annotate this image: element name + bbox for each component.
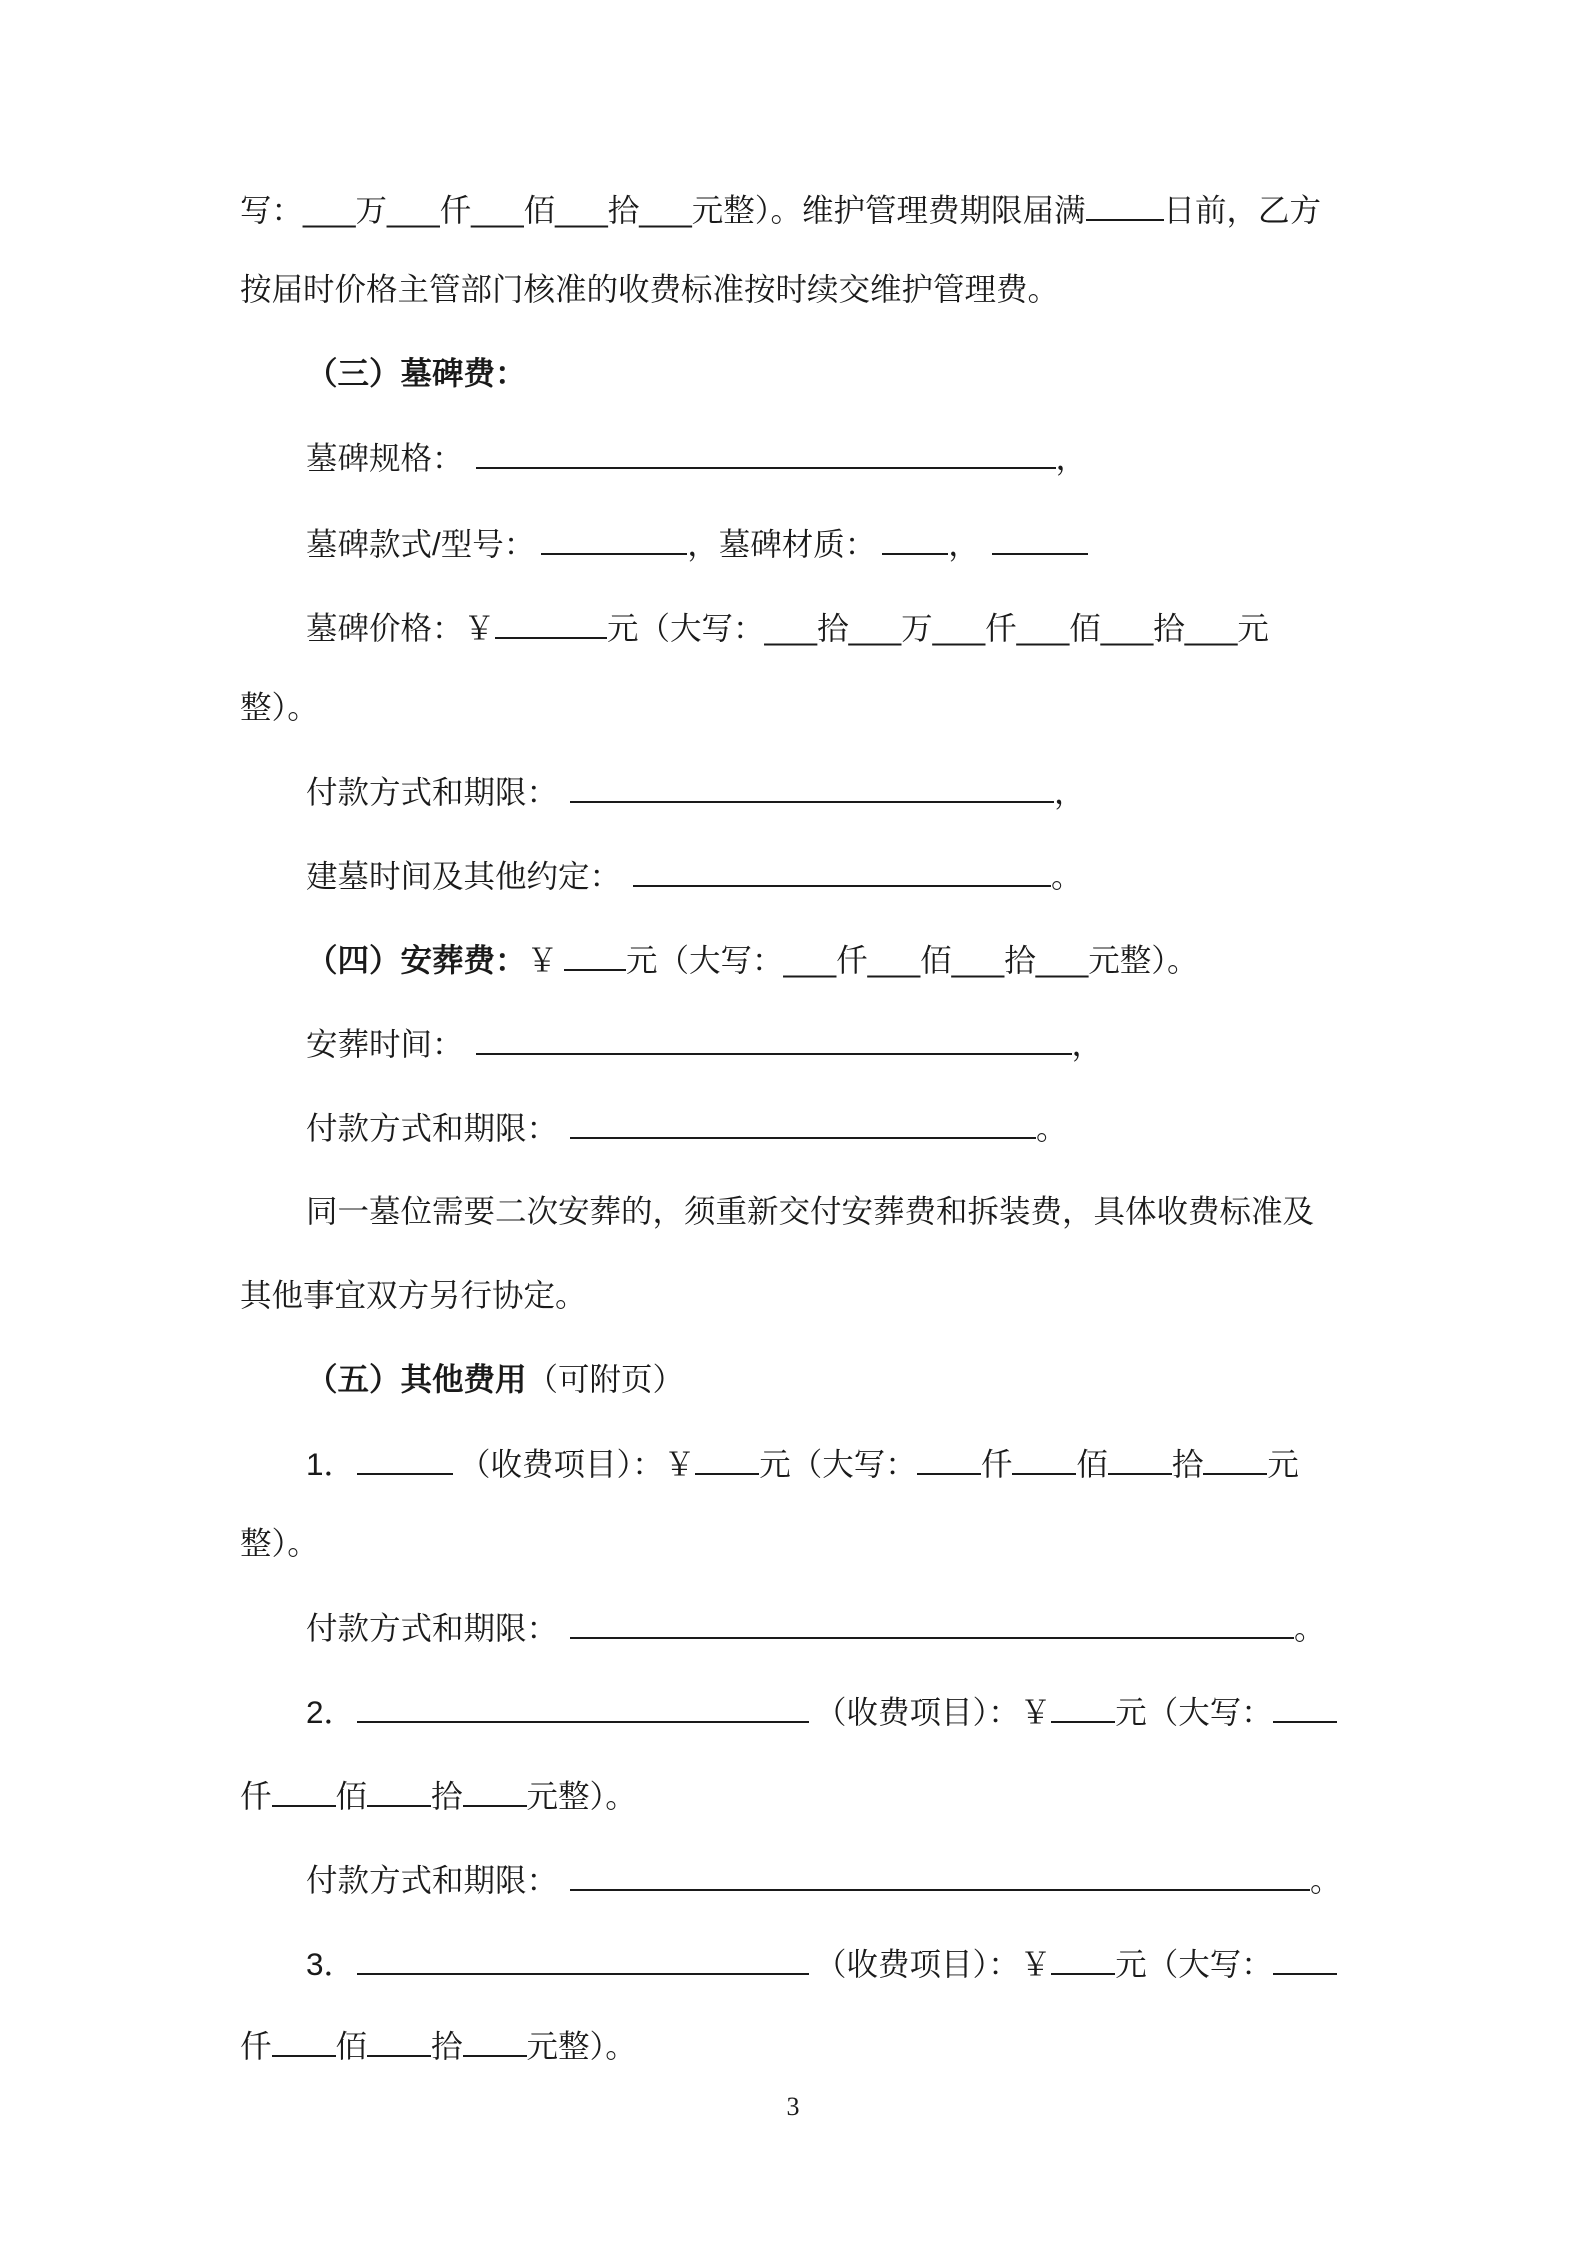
line-burial-time: 安葬时间： ，	[306, 1020, 1103, 1067]
heading-3: （三）墓碑费：	[306, 355, 527, 391]
line-1: 写：___万___仟___佰___拾___元整）。维护管理费期限届满 日前，乙方	[240, 186, 1321, 233]
blank	[463, 2022, 527, 2057]
blank	[541, 520, 687, 555]
blank	[1012, 1440, 1076, 1475]
blank	[495, 604, 607, 639]
line-second-burial-2: 其他事宜双方另行协定。	[240, 1277, 587, 1313]
blank	[1108, 1440, 1172, 1475]
blank	[357, 1440, 453, 1475]
heading-5: （五）其他费用（可附页）	[306, 1361, 685, 1397]
line-burial-fee: （四）安葬费：￥ 元（大写：___仟___佰___拾___元整）。	[306, 936, 1199, 983]
blank	[633, 852, 1051, 887]
page-number: 3	[786, 2092, 800, 2121]
blank	[272, 1772, 336, 1807]
line-2: 按届时价格主管部门核准的收费标准按时续交维护管理费。	[240, 271, 1060, 307]
line-payment-2: 付款方式和期限： 。	[306, 1104, 1068, 1151]
blank	[570, 1104, 1036, 1139]
blank	[1273, 1688, 1337, 1723]
blank	[992, 520, 1088, 555]
blank	[1086, 186, 1164, 221]
blank	[564, 936, 626, 971]
line-tombstone-model: 墓碑款式/型号： ，墓碑材质： ，	[306, 520, 1088, 567]
blank	[272, 2022, 336, 2057]
blank	[1273, 1940, 1337, 1975]
line-other-fee-1: 1． （收费项目）：￥ 元（大写： 仟 佰 拾 元	[306, 1440, 1299, 1487]
blank	[463, 1772, 527, 1807]
line-other-fee-3: 3． （收费项目）：￥ 元（大写：	[306, 1940, 1337, 1987]
line-payment-4: 付款方式和期限： 。	[306, 1856, 1342, 1903]
blank	[1051, 1940, 1115, 1975]
blank	[357, 1940, 809, 1975]
line-build-time: 建墓时间及其他约定： 。	[306, 852, 1083, 899]
blank	[476, 434, 1056, 469]
blank	[570, 768, 1054, 803]
line-tombstone-spec: 墓碑规格： ，	[306, 434, 1087, 481]
blank	[882, 520, 948, 555]
line-other-fee-2-end: 仟 佰 拾 元整）。	[240, 1772, 637, 1819]
blank	[570, 1856, 1310, 1891]
line-other-fee-2: 2． （收费项目）：￥ 元（大写：	[306, 1688, 1337, 1735]
blank	[695, 1440, 759, 1475]
blank	[357, 1688, 809, 1723]
line-second-burial: 同一墓位需要二次安葬的，须重新交付安葬费和拆装费，具体收费标准及	[306, 1193, 1315, 1229]
blank	[476, 1020, 1072, 1055]
blank	[570, 1604, 1294, 1639]
blank	[1051, 1688, 1115, 1723]
blank	[1203, 1440, 1267, 1475]
blank	[367, 1772, 431, 1807]
blank	[917, 1440, 981, 1475]
line-other-fee-1-end: 整）。	[240, 1525, 319, 1561]
line-other-fee-3-end: 仟 佰 拾 元整）。	[240, 2022, 637, 2069]
line-payment-1: 付款方式和期限： ，	[306, 768, 1086, 815]
line-tombstone-price-end: 整）。	[240, 689, 319, 725]
line-tombstone-price: 墓碑价格：￥ 元（大写：___拾___万___仟___佰___拾___元	[306, 604, 1269, 651]
blank	[367, 2022, 431, 2057]
line-payment-3: 付款方式和期限： 。	[306, 1604, 1326, 1651]
